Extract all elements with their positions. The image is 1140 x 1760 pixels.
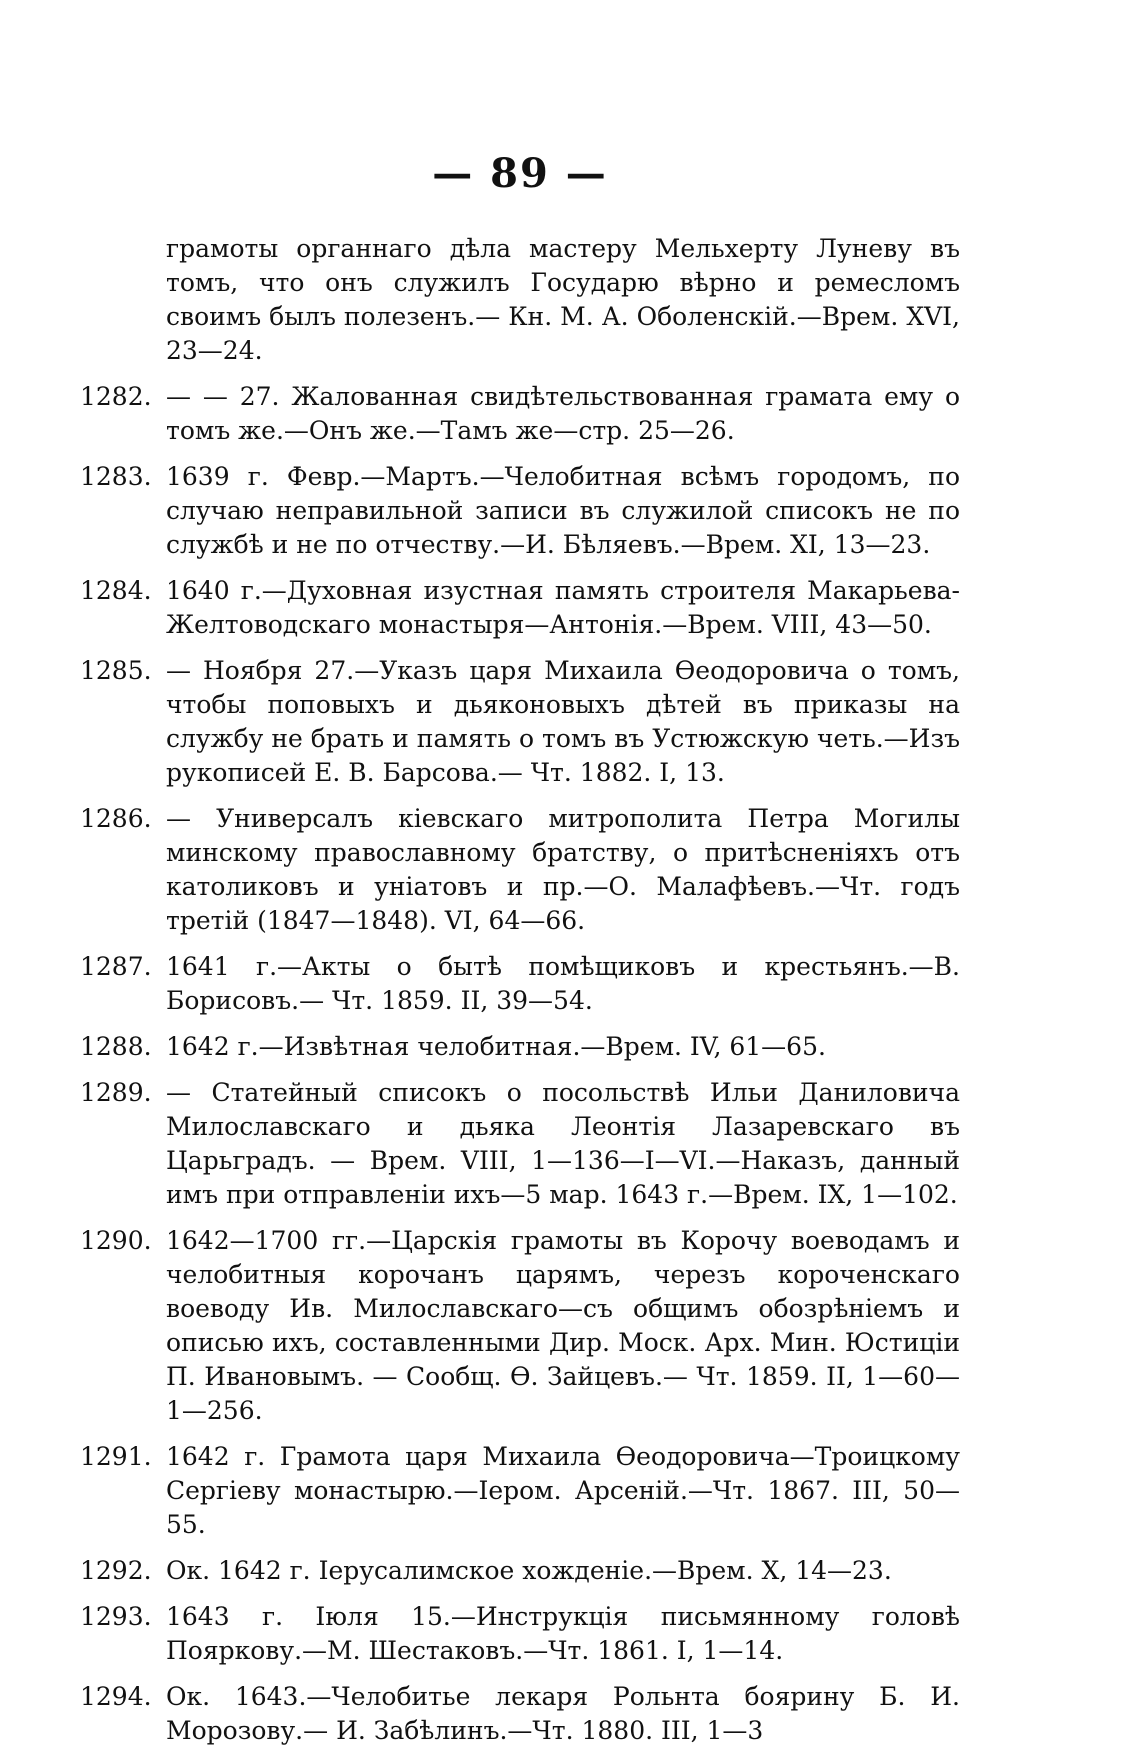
entry-1283 [80,460,960,562]
entry-number: 1292. [80,1556,152,1585]
entry-1291 [80,1440,960,1542]
entry-text: Ок. 1642 г. Іерусалимское хожденіе.—Врем. X, 14—23. [166,1556,892,1585]
entry-number: 1284. [80,576,152,605]
entry-number: 1291. [80,1442,152,1471]
entry-number: 1294. [80,1682,152,1711]
entry-1294 [80,1680,960,1748]
entry-1289 [80,1076,960,1212]
entry-number: 1285. [80,656,152,685]
entry-1288 [80,1030,960,1064]
entry-text: 1642—1700 гг.—Царскія грамоты въ Корочу воеводамъ и челобитныя корочанъ царямъ, черезъ короченскаго воеводу Ив. Милославскаго—съ общимъ обозрѣніемъ и описью ихъ, составленными Дир. Моск. Арх. Мин. Юстиціи П. Ивановымъ. — Сообщ. Ѳ. Зайцевъ.— Чт. 1859. II, 1—60—1—256. [166,1226,960,1425]
entry-number: 1286. [80,804,152,833]
entry-number: 1283. [80,462,152,491]
entry-1282 [80,380,960,448]
entry-1290 [80,1224,960,1428]
entry-1292 [80,1554,960,1588]
entry-1293 [80,1600,960,1668]
entry-number: 1288. [80,1032,152,1061]
entry-number: 1289. [80,1078,152,1107]
entry-number: 1290. [80,1226,152,1255]
entry-list [80,232,960,1760]
entry-1286 [80,802,960,938]
entry-text: 1641 г.—Акты о бытѣ помѣщиковъ и крестьянъ.—В. Борисовъ.— Чт. 1859. II, 39—54. [166,952,960,1015]
entry-text: грамоты органнаго дѣла мастеру Мельхерту Луневу въ томъ, что онъ служилъ Государю вѣрно и ремесломъ своимъ былъ полезенъ.— Кн. М. А. Оболенскій.—Врем. XVI, 23—24. [166,234,960,365]
entry-text: 1642 г. Грамота царя Михаила Ѳеодоровича—Троицкому Сергіеву монастырю.—Іером. Арсеній.—Чт. 1867. III, 50—55. [166,1442,960,1539]
entry-continuation [80,232,960,368]
entry-text: 1642 г.—Извѣтная челобитная.—Врем. IV, 61—65. [166,1032,826,1061]
entry-1285 [80,654,960,790]
entry-text: 1643 г. Іюля 15.—Инструкція письмянному головѣ Пояркову.—М. Шестаковъ.—Чт. 1861. I, 1—14. [166,1602,960,1665]
entry-number: 1287. [80,952,152,981]
entry-text: — Ноября 27.—Указъ царя Михаила Ѳеодоровича о томъ, чтобы поповыхъ и дьяконовыхъ дѣтей въ приказы на службу не брать и память о томъ въ Устюжскую четь.—Изъ рукописей Е. В. Барсова.— Чт. 1882. I, 13. [166,656,960,787]
entry-text: — Универсалъ кіевскаго митрополита Петра Могилы минскому православному братству, о притѣсненіяхъ отъ католиковъ и уніатовъ и пр.—О. Малафѣевъ.—Чт. годъ третій (1847—1848). VI, 64—66. [166,804,960,935]
entry-1287 [80,950,960,1018]
entry-text: Ок. 1643.—Челобитье лекаря Рольнта боярину Б. И. Морозову.— И. Забѣлинъ.—Чт. 1880. III, 1—3 [166,1682,960,1745]
entry-number: 1293. [80,1602,152,1631]
page-number: — 89 — [432,150,608,197]
entry-text: 1640 г.—Духовная изустная память строителя Макарьева-Желтоводскаго монастыря—Антонія.—Врем. VIII, 43—50. [166,576,960,639]
entry-number: 1282. [80,382,152,411]
entry-text: — — 27. Жалованная свидѣтельствованная грамата ему о томъ же.—Онъ же.—Тамъ же—стр. 25—26. [166,382,960,445]
entry-1284 [80,574,960,642]
entry-text: — Статейный списокъ о посольствѣ Ильи Даниловича Милославскаго и дьяка Леонтія Лазаревскаго въ Царьградъ. — Врем. VIII, 1—136—I—VI.—Наказъ, данный имъ при отправленіи ихъ—5 мар. 1643 г.—Врем. IX, 1—102. [166,1078,960,1209]
entry-text: 1639 г. Февр.—Мартъ.—Челобитная всѣмъ городомъ, по случаю неправильной записи въ служилой списокъ не по службѣ и не по отчеству.—И. Бѣляевъ.—Врем. XI, 13—23. [166,462,960,559]
